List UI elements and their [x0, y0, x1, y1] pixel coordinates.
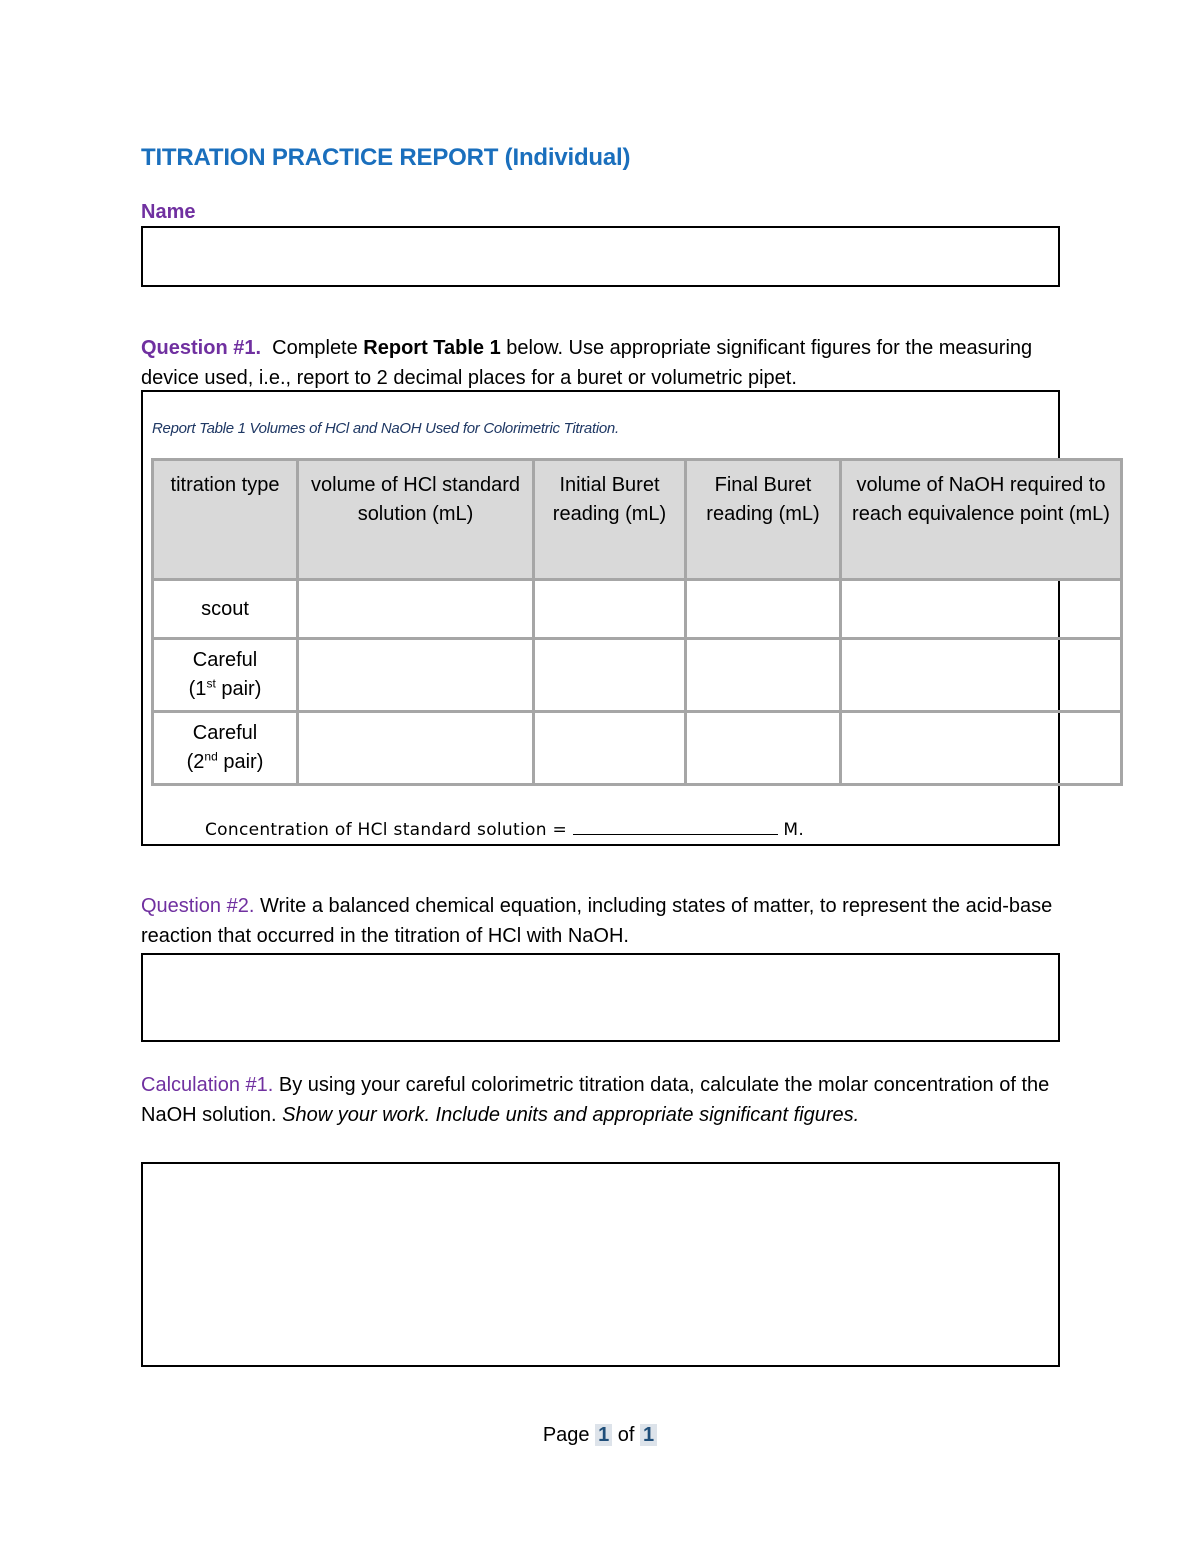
hcl-concentration-label: Concentration of HCl standard solution = — [205, 820, 573, 840]
cell-initial-buret[interactable] — [534, 712, 686, 785]
report-table — [151, 458, 1123, 786]
cell-initial-buret[interactable] — [534, 639, 686, 712]
table-row — [153, 580, 1122, 639]
header-initial-buret: Initial Buret reading (mL) — [534, 460, 686, 580]
header-hcl-volume: volume of HCl standard solution (mL) — [298, 460, 534, 580]
question-1-table-ref: Report Table 1 — [363, 337, 501, 359]
page-word: Page — [542, 1424, 596, 1446]
question-2-text: Write a balanced chemical equation, including states of matter, to represent the acid-base reaction that occurred in the titration of HCl with NaOH. — [141, 895, 1053, 947]
question-2-answer-box[interactable] — [141, 953, 1060, 1042]
total-page-number: 1 — [640, 1424, 657, 1446]
table-row — [153, 639, 1122, 712]
current-page-number: 1 — [595, 1424, 612, 1446]
table-row — [153, 712, 1122, 785]
cell-final-buret[interactable] — [686, 639, 841, 712]
cell-hcl-volume[interactable] — [298, 580, 534, 639]
question-1-text-a: Complete — [261, 337, 364, 359]
row-label-scout: scout — [153, 580, 298, 639]
hcl-concentration-blank[interactable] — [573, 818, 778, 835]
calculation-1-text: By using your careful colorimetric titration data, calculate the molar concentration of the NaOH solution. — [141, 1074, 1050, 1126]
name-label: Name — [141, 201, 196, 223]
cell-hcl-volume[interactable] — [298, 712, 534, 785]
hcl-concentration-unit: M. — [777, 820, 805, 840]
header-naoh-volume: volume of NaOH required to reach equivalence point (mL) — [841, 460, 1122, 580]
question-2-label: Question #2. — [141, 895, 255, 917]
header-final-buret: Final Buret reading (mL) — [686, 460, 841, 580]
question-2 — [141, 891, 1060, 951]
question-1-text-b: below. Use appropriate significant figures for the measuring device used, i.e., report to 2 decimal places for a buret or volumetric pipet. — [141, 337, 1033, 389]
of-word: of — [612, 1424, 641, 1446]
name-field[interactable] — [141, 226, 1060, 287]
cell-naoh-volume[interactable] — [841, 639, 1122, 712]
report-table-caption: Report Table 1 Volumes of HCl and NaOH Used for Colorimetric Titration. — [152, 420, 619, 437]
page-title: TITRATION PRACTICE REPORT (Individual) — [141, 144, 631, 171]
calculation-1-answer-box[interactable] — [141, 1162, 1060, 1367]
cell-initial-buret[interactable] — [534, 580, 686, 639]
cell-naoh-volume[interactable] — [841, 580, 1122, 639]
cell-final-buret[interactable] — [686, 580, 841, 639]
calculation-1 — [141, 1070, 1060, 1130]
cell-final-buret[interactable] — [686, 712, 841, 785]
row-label-careful-1: Careful (1st pair) — [153, 639, 298, 712]
row-label-careful-2: Careful (2nd pair) — [153, 712, 298, 785]
hcl-concentration-line — [205, 818, 804, 840]
header-titration-type: titration type — [153, 460, 298, 580]
calculation-1-label: Calculation #1. — [141, 1074, 274, 1096]
question-1-label: Question #1. — [141, 337, 262, 359]
calculation-1-instructions: Show your work. Include units and appropriate significant figures. — [282, 1104, 860, 1126]
cell-naoh-volume[interactable] — [841, 712, 1122, 785]
question-1 — [141, 333, 1060, 393]
page-footer — [0, 1424, 1200, 1447]
cell-hcl-volume[interactable] — [298, 639, 534, 712]
